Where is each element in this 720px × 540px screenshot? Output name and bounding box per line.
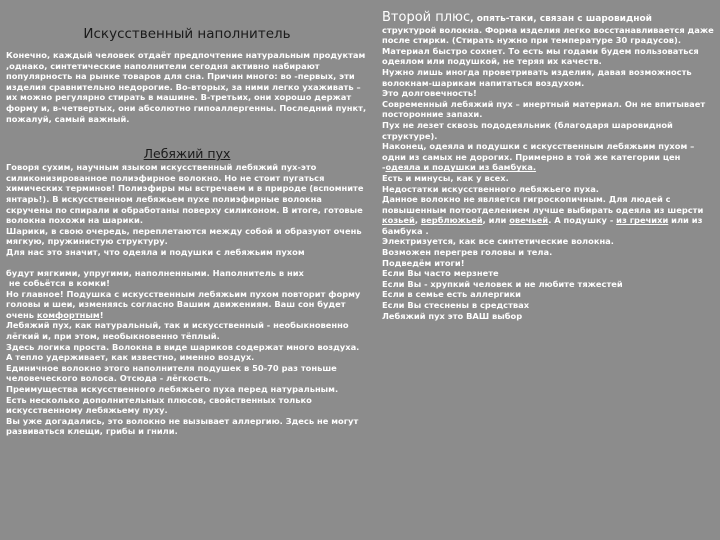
benefits-text-a: будут мягкими, упругими, наполненными. Наполнитель в них не собьётся в комки! Но главное! Подушка с искусственным лебяжьим пухом повторит форму головы и шеи, изменяясь согласно Вашим движениям. Ваш сон будет очень <box>6 267 361 320</box>
description-paragraph: Говоря сухим, научным языком искусственный лебяжий пух-это силиконизированное полиэфирное волокно. Но не стоит пугаться химических терминов! Полиэфиры мы встречаем и в природе (вспомните янтарь!). В искусственном лебяжьем пухе полиэфирные волокна скручены по спирали и обработаны поверху силиконом. В итоге, готовые волокна похожи на шарики. Шарики, в свою очередь, переплетаются между собой и образуют очень мягкую, пружинистую структуру. Для нас это значит, что одеяла и подушки с лебяжьим пухом <box>6 162 364 257</box>
plus-head: Второй плюс <box>382 10 471 25</box>
comfortable-link[interactable]: комфортным <box>36 309 100 320</box>
left-column <box>6 0 368 437</box>
buckwheat-link[interactable]: из гречихи <box>616 215 669 226</box>
section-title: Лебяжий пух <box>143 146 231 162</box>
right-text-4: или из бамбука . Электризуется, как все синтетические волокна. Возможен перегрев головы и тела. Подведём итоги! Если Вы часто мерзнете Если Вы - хрупкий человек и не любите тяжестей Если в семье есть аллергики Если Вы стеснены в средствах Лебяжий пух это ВАШ выбор <box>382 215 703 321</box>
bamboo-link[interactable]: одеяла и подушки из бамбука. <box>385 162 537 173</box>
right-text-1: структурой волокна. Форма изделия легко восстанавливается даже после стирки. (Стирать нужно при температуре 30 градусов). Материал быстро сохнет. То есть мы годами будем пользоваться одеялом или подушкой, не теряя их качеств. Нужно лишь иногда проветривать изделия, давая возможность волокнам-шарикам напитаться воздухом. Это долговечность! Современный лебяжий пух – инертный материал. Он не впитывает посторонние запахи. Пух не лезет сквозь пододеяльник (благодаря шаровидной структуре). Наконец, одеяла и подушки с искусственным лебяжьим пухом – одни из самых не дорогих. Примерно в той же категории цен - <box>382 24 714 173</box>
separator-2: , или <box>482 215 510 226</box>
intro-paragraph: Конечно, каждый человек отдаёт предпочтение натуральным продуктам ,однако, синтетические наполнители сегодня активно набирают популярность на рынке товаров для сна. Причин много: во -первых, эти изделия сравнительно недорогие. Во-вторых, за ними легко ухаживать – их можно регулярно стирать в машине. В-третьих, они хорошо держат форму и, в-четвертых, они абсолютно гипоаллергенны. Последний пункт, пожалуй, самый важный. <box>6 50 370 124</box>
benefits-paragraph <box>6 268 368 438</box>
goat-wool-link[interactable]: козьей <box>382 215 415 226</box>
camel-wool-link[interactable]: верблюжьей <box>420 215 483 226</box>
right-text-2: Есть и минусы, как у всех. Недостатки искусственного лебяжьего пуха. Данное волокно не является гигроскопичным. Для людей с повышенным потоотделением лучше выбирать одеяла из шерсти <box>382 172 704 215</box>
right-column <box>382 0 716 321</box>
right-paragraph <box>382 25 716 322</box>
page-title: Искусственный наполнитель <box>83 26 291 42</box>
sheep-wool-link[interactable]: овечьей <box>509 215 549 226</box>
plus-rest: , опять-таки, связан с шаровидной <box>470 14 652 24</box>
second-plus-heading <box>382 10 716 25</box>
right-text-3: . А подушку - <box>548 215 617 226</box>
benefits-text-b: ! Лебяжий пух, как натуральный, так и искусственный - необыкновенно лёгкий и, при этом, необыкновенно тёплый. Здесь логика проста. Волокна в виде шариков содержат много воздуха. А тепло удерживает, как известно, именно воздух. Единичное волокно этого наполнителя подушек в 50-70 раз тоньше человеческого волоса. Отсюда - лёгкость. Преимущества искусственного лебяжьего пуха перед натуральным. Есть несколько дополнительных плюсов, свойственных только искусственному лебяжьему пуху. Вы уже догадались, это волокно не вызывает аллергию. Здесь не могут развиваться клещи, грибы и гнили. <box>6 309 360 437</box>
separator-1: , <box>414 215 421 226</box>
